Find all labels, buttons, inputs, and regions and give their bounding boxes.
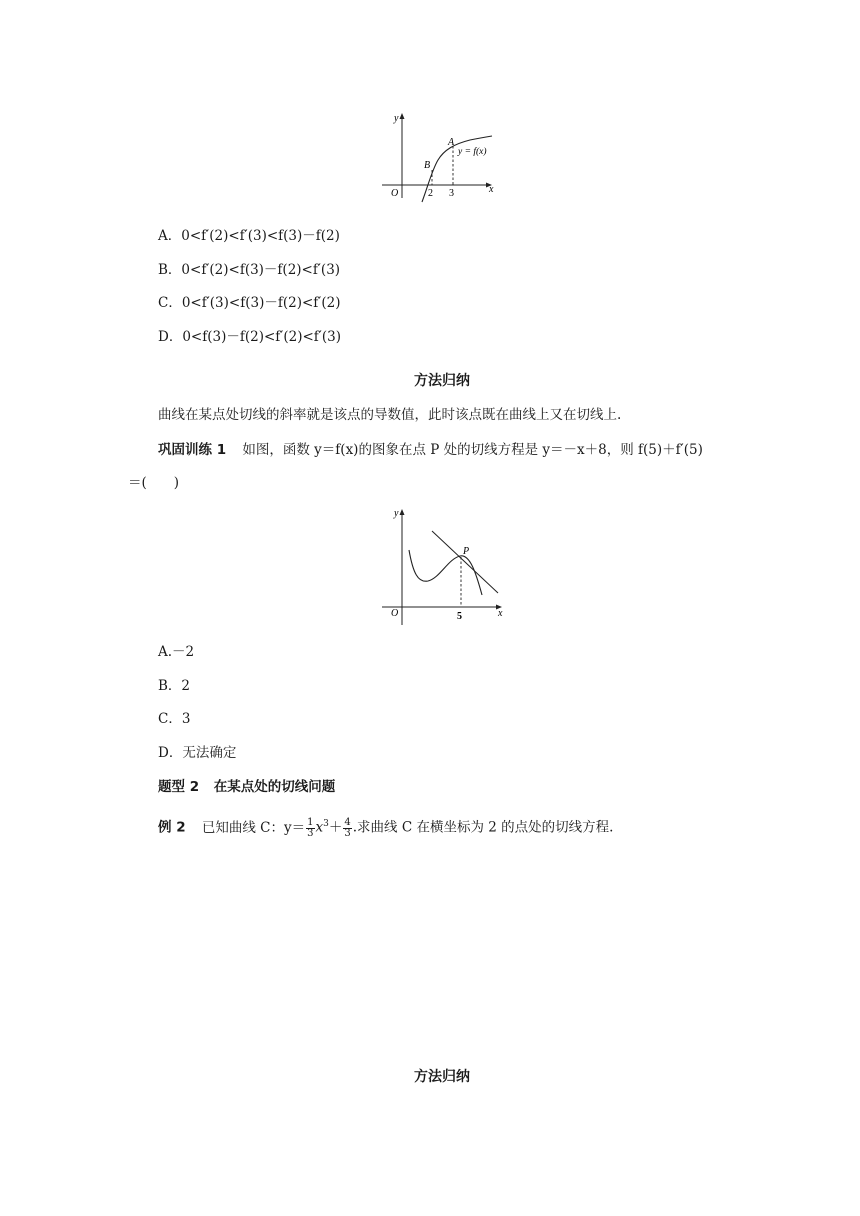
example-2-suffix: .求曲线 C 在横坐标为 2 的点处的切线方程. — [352, 819, 614, 836]
example-2-variable-x: x — [315, 819, 324, 836]
figure-1-y-arrow — [400, 113, 405, 119]
example-2-fraction-2-numerator: 4 — [344, 816, 351, 828]
q1-option-d: D．0<f(3)－f(2)<f′(2)<f′(3) — [158, 329, 341, 345]
figure-2-x-label: x — [498, 608, 503, 619]
exercise-1-text: 如图，函数 y＝f(x)的图象在点 P 处的切线方程是 y＝－x＋8，则 f(5)＋f′(5) — [242, 442, 703, 458]
figure-1-curve-label: y = f(x) — [458, 147, 487, 157]
question-type-2-heading — [158, 778, 335, 796]
figure-1-point-A-label: A — [448, 137, 455, 148]
exercise-1-option-b: B．2 — [158, 678, 191, 694]
figure-2-tick-5: 5 — [457, 611, 462, 622]
exercise-1-option-a: A.－2 — [158, 644, 195, 660]
figure-1-graph — [378, 108, 508, 203]
example-2-label: 例 2 — [158, 819, 186, 836]
method-summary-heading-1: 方法归纳 — [414, 373, 470, 389]
exercise-1-option-c: C．3 — [158, 711, 191, 727]
figure-2-graph — [378, 503, 508, 628]
q1-option-a: A．0<f′(2)<f′(3)<f(3)－f(2) — [158, 228, 340, 244]
example-2-fraction-1 — [306, 818, 314, 839]
figure-1-y-label: y — [394, 113, 399, 124]
example-2-plus: ＋ — [328, 819, 343, 836]
q1-option-c: C．0<f′(3)<f(3)－f(2)<f′(2) — [158, 295, 341, 311]
example-2-question — [158, 815, 613, 839]
example-2-exponent: 3 — [323, 819, 329, 829]
example-2-fraction-1-numerator: 1 — [307, 816, 314, 828]
figure-1-point-B-label: B — [424, 160, 431, 171]
figure-1-tick-2: 2 — [428, 188, 433, 199]
method-summary-text: 曲线在某点处切线的斜率就是该点的导数值，此时该点既在曲线上又在切线上. — [158, 407, 622, 423]
figure-1-tick-3: 3 — [449, 188, 454, 199]
figure-2-tangent-line — [432, 531, 498, 593]
q1-option-b: B．0<f′(2)<f(3)－f(2)<f′(3) — [158, 262, 341, 278]
figure-1-x-label: x — [489, 184, 494, 195]
question-type-2-title: 在某点处的切线问题 — [213, 779, 336, 795]
example-2-prefix: 已知曲线 C：y＝ — [201, 819, 306, 836]
figure-2-curve — [409, 550, 482, 595]
example-2-fraction-1-denominator: 3 — [307, 827, 314, 839]
figure-1-origin-label: O — [391, 188, 399, 199]
question-type-2-label: 题型 2 — [158, 779, 200, 795]
example-2-fraction-2-denominator: 3 — [344, 827, 351, 839]
figure-2-y-arrow — [400, 509, 405, 515]
exercise-1-label: 巩固训练 1 — [158, 442, 227, 458]
exercise-1-question — [158, 441, 703, 459]
method-summary-heading-2: 方法归纳 — [414, 1069, 470, 1085]
exercise-1-continuation: ＝( ) — [128, 475, 180, 491]
figure-2-origin-label: O — [391, 608, 399, 619]
exercise-1-option-d: D．无法确定 — [158, 745, 237, 761]
example-2-fraction-2 — [343, 818, 351, 839]
figure-2-point-P-label: P — [463, 546, 470, 557]
figure-2-y-label: y — [394, 508, 399, 519]
